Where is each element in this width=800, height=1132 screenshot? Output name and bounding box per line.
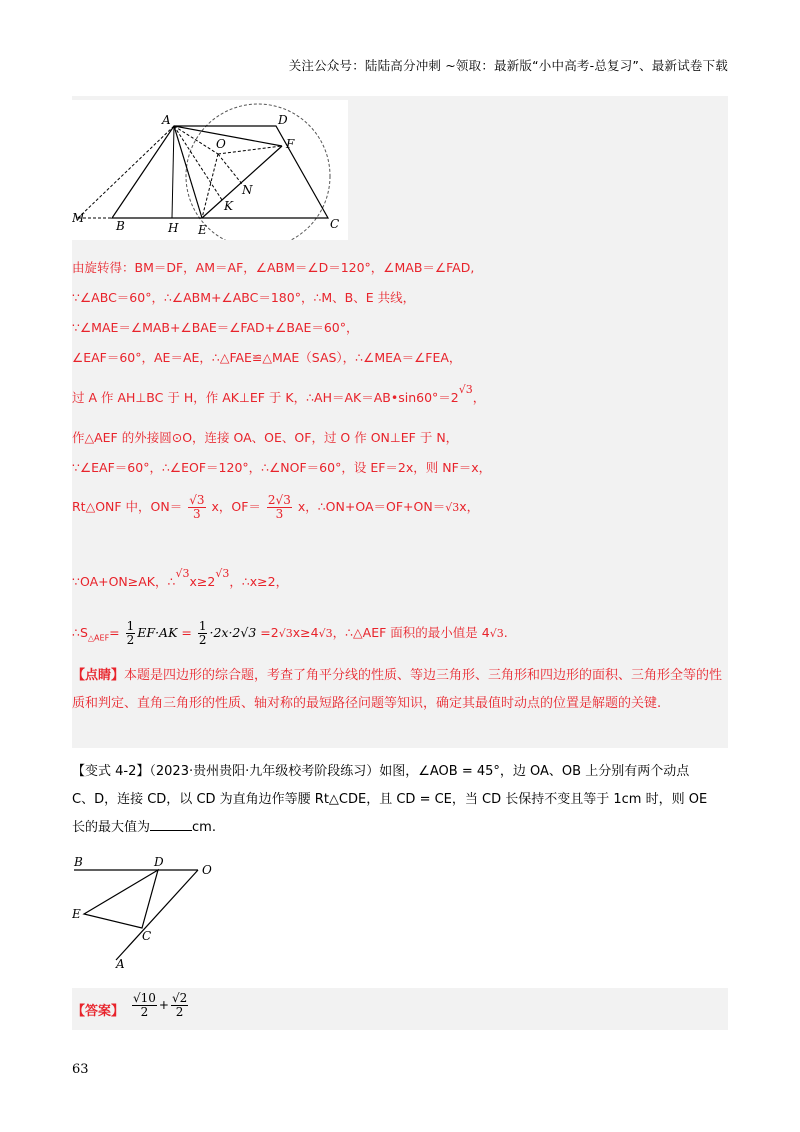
page-header: 关注公众号：陆陆高分冲刺 ~领取：最新版“小中高考-总复习”、最新试卷下载 xyxy=(288,58,728,73)
problem-tag: 【变式 4-2】 xyxy=(72,764,150,779)
answer-tag: 【答案】 xyxy=(72,1004,125,1019)
label-M: M xyxy=(72,211,85,225)
label-A2: A xyxy=(116,957,125,970)
problem-paragraph: 【变式 4-2】（2023·贵州贵阳·九年级校考阶段练习）如图，∠AOB = 45°，边 OA、OB 上分别有两个动点 C、D，连接 CD，以 CD 为直角边作等腰 Rt△CDE，且 CD = CE，当 CD 长保持不变且等于 1cm 时，则 OE 长的最大值为 cm. xyxy=(72,764,708,835)
label-C2: C xyxy=(142,929,152,943)
solution-line-1: 由旋转得：BM＝DF，AM＝AF，∠ABM＝∠D＝120°，∠MAB＝∠FAD, xyxy=(72,260,475,275)
answer-blank xyxy=(150,830,192,831)
label-H: H xyxy=(168,221,179,235)
label-D: D xyxy=(278,113,288,127)
label-F: F xyxy=(286,137,295,151)
answer-block xyxy=(72,988,728,1030)
solution-line-10: $\therefore S_{\triangle AEF}=$ $\frac{1}{2}$ EF·AK = $\frac{1}{2}$ ·2x·2√3 =2√3x≥4√3，∴△AEF 面积的最小值是 4√3. xyxy=(72,619,508,647)
label-D2: D xyxy=(154,855,164,869)
label-E: E xyxy=(198,223,207,237)
solution-line-2: ∵∠ABC＝60°，∴∠ABM+∠ABC＝180°，∴M、B、E 共线， xyxy=(72,290,416,305)
label-K: K xyxy=(224,199,233,213)
label-O: O xyxy=(216,137,226,151)
solution-line-7: ∵∠EAF＝60°，∴∠EOF＝120°，∴∠NOF＝60°，设 EF＝2x，则 NF＝x， xyxy=(72,460,492,475)
answer-expression: $\frac{√10}{2}$ + $\frac{√2}{2}$ xyxy=(133,991,188,1019)
comment-paragraph: 【点睛】本题是四边形的综合题，考查了角平分线的性质、等边三角形、三角形和四边形的面积、三角形全等的性质和判定、直角三角形的性质、轴对称的最短路径问题等知识，确定其最值时动点的位置是解题的关键. xyxy=(72,668,723,711)
solution-line-3: ∵∠MAE＝∠MAB+∠BAE＝∠FAD+∠BAE＝60°， xyxy=(72,320,359,335)
geometry-figure-2 xyxy=(72,850,232,970)
geometry-figure-1 xyxy=(72,100,348,240)
solution-line-5: 过 A 作 AH⊥BC 于 H，作 AK⊥EF 于 K，∴AH＝AK＝AB•sin60°＝2√3， xyxy=(72,383,486,405)
label-E2: E xyxy=(72,907,81,921)
label-B2: B xyxy=(74,855,83,869)
label-A: A xyxy=(162,113,171,127)
comment-tag: 【点睛】 xyxy=(72,668,125,683)
label-O2: O xyxy=(202,863,212,877)
solution-line-9: ∵OA+ON≥AK，∴√3x≥2√3，∴x≥2， xyxy=(72,567,289,589)
label-C: C xyxy=(330,217,340,231)
solution-line-4: ∠EAF＝60°，AE＝AE，∴△FAE≌△MAE（SAS），∴∠MEA＝∠FEA， xyxy=(72,350,462,365)
label-B: B xyxy=(116,219,125,233)
label-N: N xyxy=(242,183,253,197)
page-number: 63 xyxy=(72,1062,89,1077)
solution-line-8: Rt△ONF 中，ON＝ $\frac{√3}{3}$ x，OF＝ $\frac{2√3}{3}$ x，∴ON+OA＝OF+ON＝√3x， xyxy=(72,493,480,521)
solution-line-6: 作△AEF 的外接圆⊙O，连接 OA、OE、OF，过 O 作 ON⊥EF 于 N， xyxy=(72,430,459,445)
